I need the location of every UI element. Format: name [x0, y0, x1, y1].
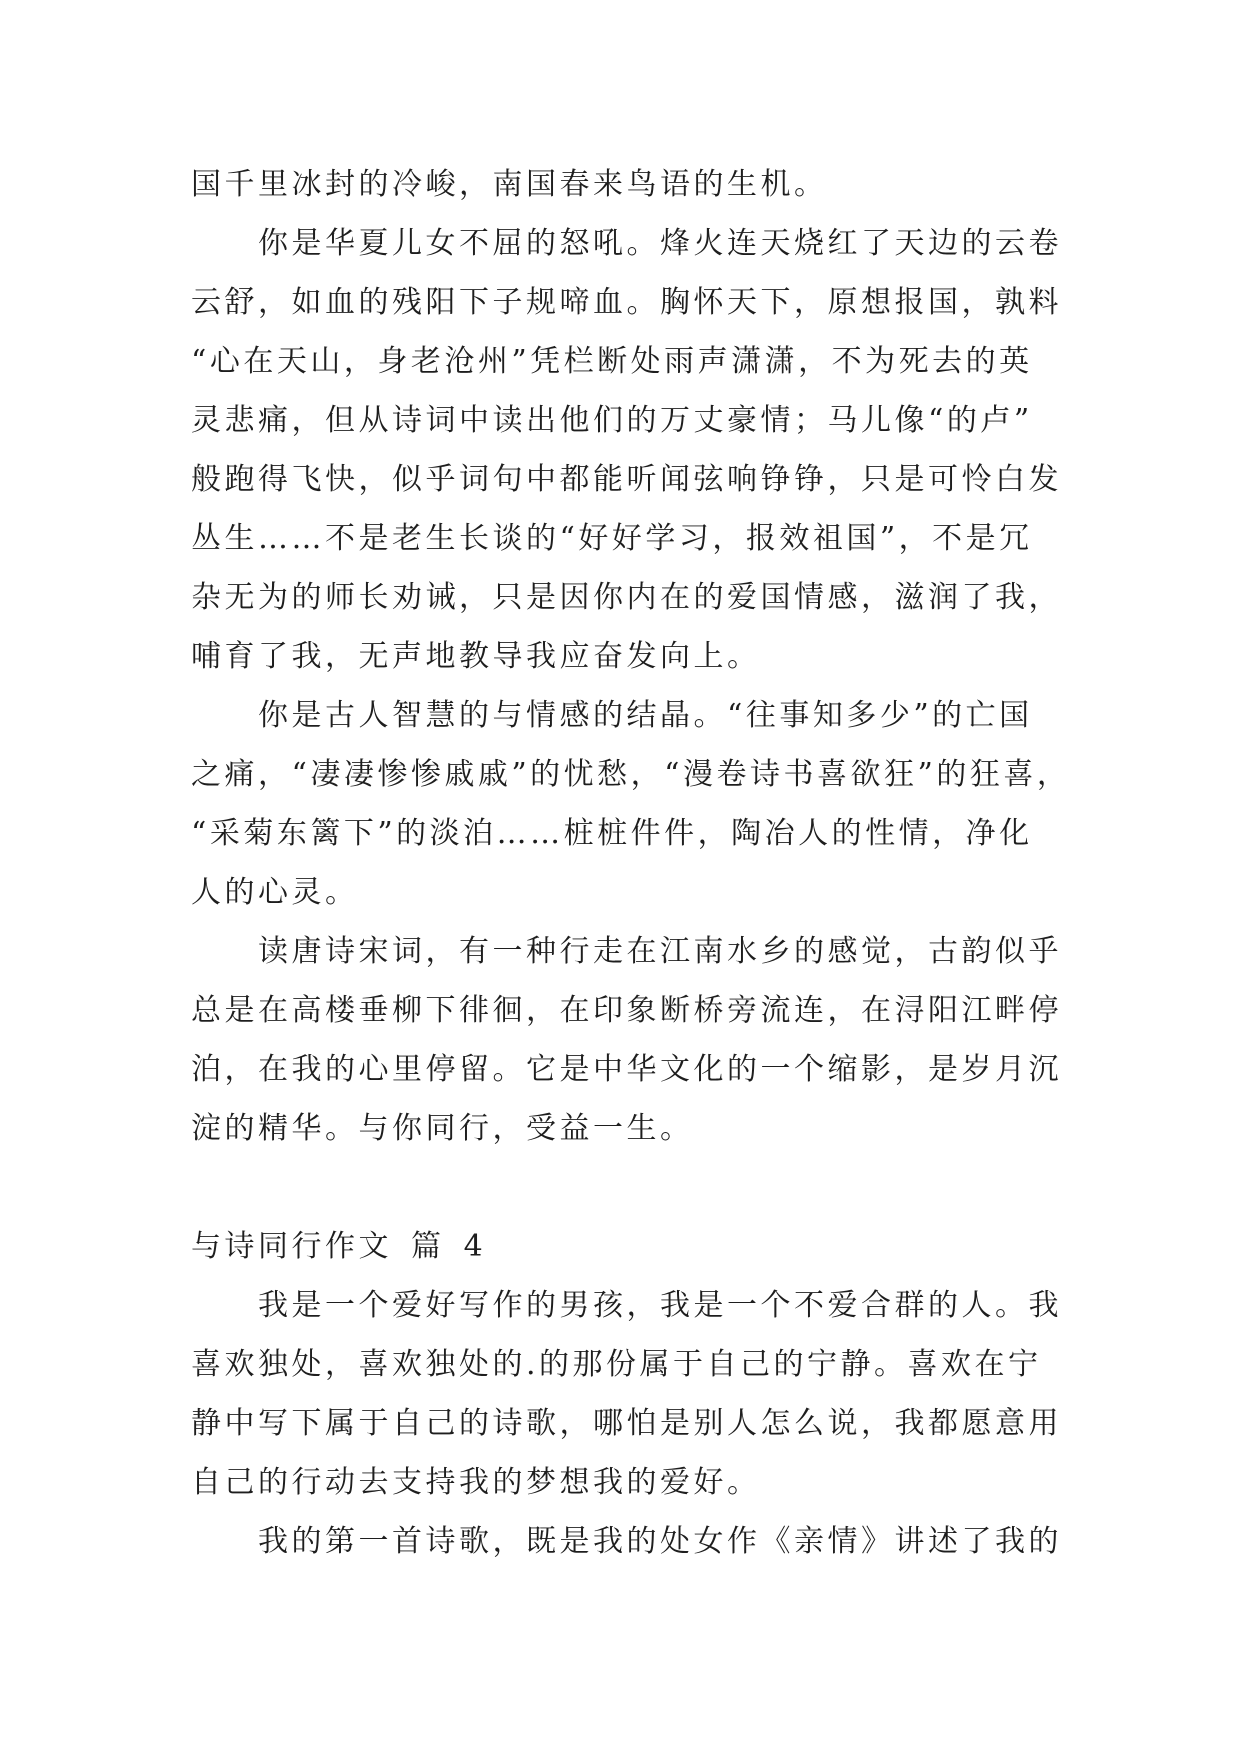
paragraph	[191, 1276, 1241, 1512]
text-line: 灵悲痛，但从诗词中读出他们的万丈豪情；马儿像“的卢”	[191, 403, 1033, 438]
text-line: 云舒，如血的残阳下子规啼血。胸怀天下，原想报国，孰料	[191, 285, 1062, 320]
paragraph	[191, 686, 1241, 922]
paragraph	[191, 155, 1241, 214]
text-line: 般跑得飞快，似乎词句中都能听闻弦响铮铮，只是可怜白发	[191, 462, 1062, 497]
text-line: 喜欢独处，喜欢独处的.的那份属于自己的宁静。喜欢在宁	[191, 1347, 1042, 1382]
text-line: 自己的行动去支持我的梦想我的爱好。	[191, 1465, 761, 1500]
paragraph	[191, 922, 1241, 1158]
text-line: 你是古人智慧的与情感的结晶。“往事知多少”的亡国	[258, 698, 1033, 733]
text-line: 之痛，“凄凄惨惨戚戚”的忧愁，“漫卷诗书喜欲狂”的狂喜，	[191, 757, 1071, 792]
text-line: 人的心灵。	[191, 875, 359, 910]
section-heading: 与诗同行作文 篇 4	[191, 1229, 487, 1264]
text-line: 淀的精华。与你同行，受益一生。	[191, 1111, 694, 1146]
text-line: 读唐诗宋词，有一种行走在江南水乡的感觉，古韵似乎	[258, 934, 1062, 969]
text-line: 我是一个爱好写作的男孩，我是一个不爱合群的人。我	[258, 1288, 1062, 1323]
paragraph	[191, 214, 1241, 686]
text-line: 我的第一首诗歌，既是我的处女作《亲情》讲述了我的	[258, 1524, 1062, 1559]
paragraph-spacer	[191, 1158, 1241, 1217]
text-line: 你是华夏儿女不屈的怒吼。烽火连天烧红了天边的云卷	[258, 226, 1062, 261]
text-line: 泊，在我的心里停留。它是中华文化的一个缩影，是岁月沉	[191, 1052, 1062, 1087]
text-line: 杂无为的师长劝诫，只是因你内在的爱国情感，滋润了我，	[191, 580, 1062, 615]
text-line: 丛生……不是老生长谈的“好好学习，报效祖国”，不是冗	[191, 521, 1033, 556]
text-line: 哺育了我，无声地教导我应奋发向上。	[191, 639, 761, 674]
text-line: “采菊东篱下”的淡泊……桩桩件件，陶冶人的性情，净化	[191, 816, 1033, 851]
text-line: 静中写下属于自己的诗歌，哪怕是别人怎么说，我都愿意用	[191, 1406, 1062, 1441]
text-line: “心在天山，身老沧州”凭栏断处雨声潇潇，不为死去的英	[191, 344, 1033, 379]
paragraph	[191, 1512, 1241, 1571]
text-line: 国千里冰封的冷峻，南国春来鸟语的生机。	[191, 167, 828, 202]
text-line: 总是在高楼垂柳下徘徊，在印象断桥旁流连，在浔阳江畔停	[191, 993, 1062, 1028]
